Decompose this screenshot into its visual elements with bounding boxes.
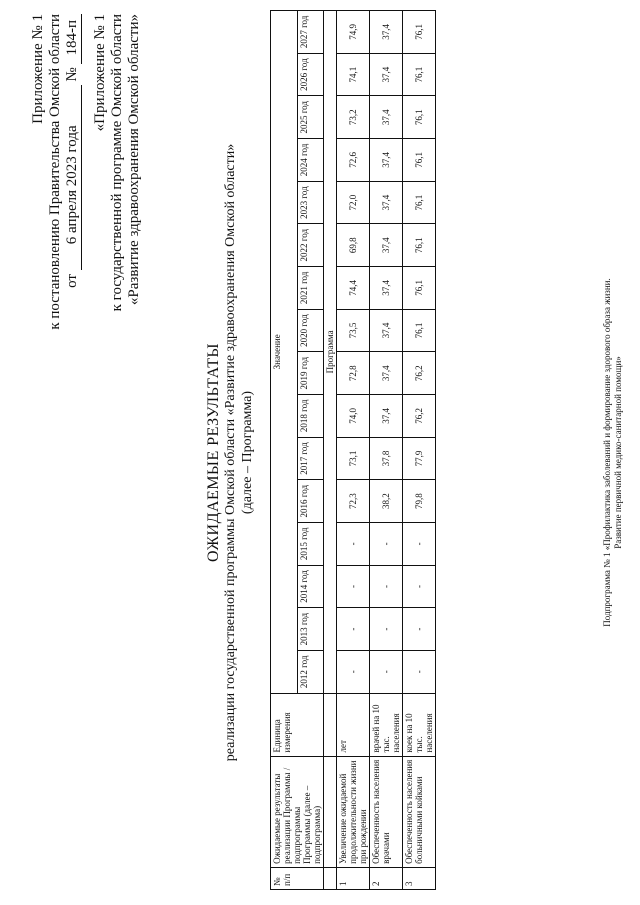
row-value: - — [370, 565, 403, 608]
header-year: 2023 год — [297, 181, 324, 224]
row-value: 76,2 — [403, 395, 436, 438]
number-prefix: № — [64, 67, 80, 82]
row-value: - — [337, 608, 370, 651]
title-line-3: (далее – Программа) — [240, 390, 255, 515]
row-value: 37,4 — [370, 181, 403, 224]
row-value: 79,8 — [403, 480, 436, 523]
row-value: 76,1 — [403, 267, 436, 310]
header-year: 2015 год — [297, 523, 324, 566]
date-prefix: от — [64, 274, 80, 288]
program-line-2: «Развитие здравоохранения Омской области» — [126, 14, 142, 306]
header-year: 2019 год — [297, 352, 324, 395]
row-unit: коек на 10 тыс. населения — [403, 693, 436, 756]
row-value: 72,6 — [337, 139, 370, 182]
row-value: 37,8 — [370, 437, 403, 480]
row-value: 76,1 — [403, 96, 436, 139]
table-row — [370, 11, 403, 890]
row-value: 76,1 — [403, 224, 436, 267]
row-value: 76,1 — [403, 139, 436, 182]
row-value: - — [370, 608, 403, 651]
row-value: - — [403, 565, 436, 608]
header-year: 2014 год — [297, 565, 324, 608]
sub-appendix-label: «Приложение № 1 — [92, 14, 108, 132]
row-unit: лет — [337, 693, 370, 756]
row-value: 73,1 — [337, 437, 370, 480]
decree-date-line — [64, 14, 82, 534]
row-value: 69,8 — [337, 224, 370, 267]
title-line-2: реализации государственной программы Омской области «Развитие здравоохранения Омской области» — [223, 143, 238, 762]
decree-number: 184-п — [64, 14, 82, 64]
row-value: - — [370, 650, 403, 693]
row-value: 37,4 — [370, 53, 403, 96]
table-header-row — [271, 11, 298, 890]
row-value: - — [370, 523, 403, 566]
program-line-1: к государственной программе Омской области — [109, 14, 125, 312]
row-value: - — [403, 608, 436, 651]
row-value: 37,4 — [370, 267, 403, 310]
header-year: 2012 год — [297, 650, 324, 693]
title-main: ОЖИДАЕМЫЕ РЕЗУЛЬТАТЫ — [205, 343, 222, 562]
header-year: 2013 год — [297, 608, 324, 651]
decree-date: 6 апреля 2023 года — [64, 85, 82, 270]
header-value: Значение — [271, 11, 298, 694]
row-value: 74,9 — [337, 11, 370, 54]
row-value: - — [337, 565, 370, 608]
decree-line: к постановлению Правительства Омской области — [47, 14, 63, 330]
subprogram-line-1: Подпрограмма № 1 «Профилактика заболеваний и формирование здорового образа жизни. — [602, 278, 612, 627]
row-value: 74,4 — [337, 267, 370, 310]
header-result: Ожидаемые результаты реализации Программы / подпрограммы Программы (далее – подпрограмма) — [271, 756, 324, 867]
header-year: 2018 год — [297, 395, 324, 438]
row-value: 76,2 — [403, 352, 436, 395]
document-header — [30, 14, 143, 534]
row-result: Обеспеченность населения врачами — [370, 756, 403, 867]
row-value: 73,5 — [337, 309, 370, 352]
section-label: Программа — [324, 11, 337, 694]
row-number: 1 — [337, 867, 370, 889]
header-year: 2021 год — [297, 267, 324, 310]
row-value: 37,4 — [370, 309, 403, 352]
row-value: 76,1 — [403, 11, 436, 54]
row-value: - — [337, 650, 370, 693]
header-year: 2024 год — [297, 139, 324, 182]
row-value: 72,3 — [337, 480, 370, 523]
header-year: 2027 год — [297, 11, 324, 54]
row-value: 37,4 — [370, 139, 403, 182]
row-value: 38,2 — [370, 480, 403, 523]
header-year: 2026 год — [297, 53, 324, 96]
row-value: - — [403, 523, 436, 566]
appendix-label: Приложение № 1 — [30, 14, 46, 124]
row-value: 73,2 — [337, 96, 370, 139]
row-number: 2 — [370, 867, 403, 889]
row-value: 37,4 — [370, 224, 403, 267]
row-value: - — [403, 650, 436, 693]
document-title — [205, 0, 256, 905]
section-row — [324, 11, 337, 890]
row-value: 37,4 — [370, 352, 403, 395]
row-value: 37,4 — [370, 395, 403, 438]
row-value: 74,1 — [337, 53, 370, 96]
header-year: 2022 год — [297, 224, 324, 267]
row-value: 72,0 — [337, 181, 370, 224]
row-value: 72,8 — [337, 352, 370, 395]
table-row — [403, 11, 436, 890]
row-value: - — [337, 523, 370, 566]
row-value: 76,1 — [403, 309, 436, 352]
header-year: 2020 год — [297, 309, 324, 352]
subprogram-heading — [602, 30, 624, 875]
header-unit: Единица измерения — [271, 693, 324, 756]
header-year: 2017 год — [297, 437, 324, 480]
row-number: 3 — [403, 867, 436, 889]
row-unit: врачей на 10 тыс. населения — [370, 693, 403, 756]
row-result: Увеличение ожидаемой продолжительности жизни при рождении — [337, 756, 370, 867]
row-value: 76,1 — [403, 53, 436, 96]
header-year: 2016 год — [297, 480, 324, 523]
row-value: 37,4 — [370, 96, 403, 139]
results-table — [270, 10, 436, 890]
header-year: 2025 год — [297, 96, 324, 139]
header-no: № п/п — [271, 867, 324, 889]
row-result: Обеспеченность населения больничными койками — [403, 756, 436, 867]
row-value: 76,1 — [403, 181, 436, 224]
subprogram-line-2: Развитие первичной медико-санитарной помощи» — [613, 356, 623, 549]
row-value: 74,0 — [337, 395, 370, 438]
table-row — [337, 11, 370, 890]
row-value: 77,9 — [403, 437, 436, 480]
row-value: 37,4 — [370, 11, 403, 54]
